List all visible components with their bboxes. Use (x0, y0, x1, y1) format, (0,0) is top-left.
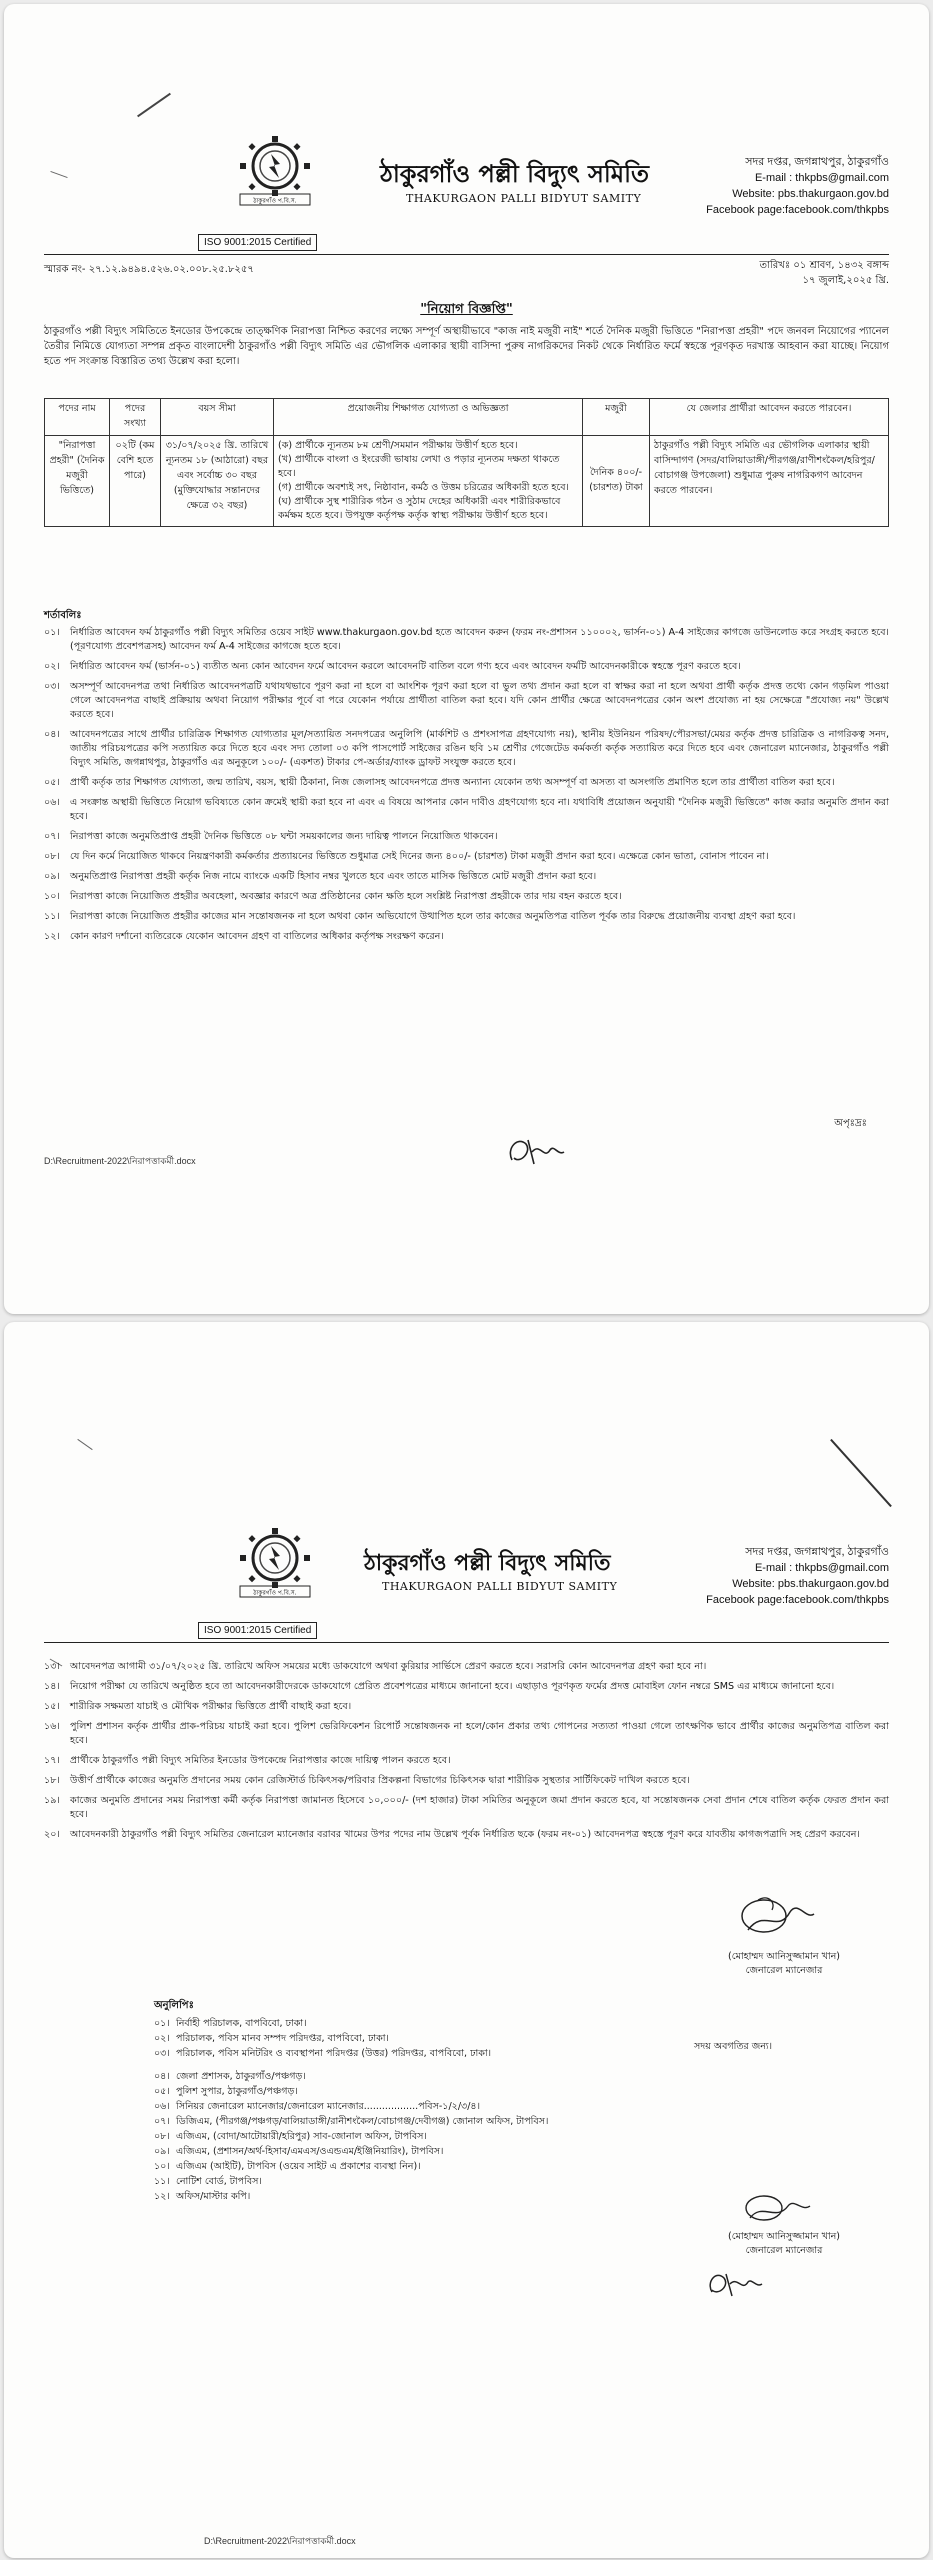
list-item (154, 2129, 714, 2144)
item-text: কোন কারণ দর্শানো ব্যতিরেকে যেকোন আবেদন গ্রহণ বা বাতিলের অধিকার কর্তৃপক্ষ সংরক্ষণ করেন। (70, 931, 444, 942)
list-item (44, 910, 889, 924)
item-number: ০৫। (154, 2086, 170, 2097)
org-name-bn: ঠাকুরগাঁও পল্লী বিদ্যুৎ সমিতি (364, 1550, 611, 1576)
item-text: পুলিশ সুপার, ঠাকুরগাঁও/পঞ্চগড়। (176, 2086, 298, 2097)
facebook: Facebook page:facebook.com/thkpbs (706, 1594, 889, 1606)
signature-initials (504, 1130, 570, 1172)
item-text: নির্বাহী পরিচালক, বাপবিবো, ঢাকা। (176, 2018, 307, 2029)
address: সদর দপ্তর, জগন্নাথপুর, ঠাকুরগাঁও (745, 1546, 889, 1558)
iso-badge: ISO 9001:2015 Certified (198, 1622, 317, 1639)
item-number: ১৭। (44, 1755, 60, 1766)
item-text: কাজের অনুমতি প্রদানের সময় নিরাপত্তা কর্মী কর্তৃক নিরাপত্তা জামানত হিসেবে ১০,০০০/- (দশ হাজার) টাকা সমিতির অনুকূলে জমা প্রদান করতে হবে, যা সন্তোষজনক সেবা প্রদান শেষে বাতিল কর্তৃক ফেরত প্রদান করা হবে। (70, 1795, 889, 1820)
item-number: ০৩। (44, 681, 60, 692)
item-text: নিয়োগ পরীক্ষা যে তারিখে অনুষ্ঠিত হবে তা আবেদনকারীদেরকে ডাকযোগে প্রেরিত প্রবেশপত্রের মাধ্যমে জানানো হবে। এছাড়াও পূরণকৃত ফর্মের প্রদত্ত মোবাইল ফোন নম্বরে SMS এর মাধ্যমে জানানো হবে। (70, 1681, 835, 1692)
item-text: পরিচালক, পবিস মনিটরিং ও ব্যবস্থাপনা পরিদপ্তর (উত্তর) পরিদপ্তর, বাপবিবো, ঢাকা। (176, 2048, 492, 2059)
signature (732, 2188, 812, 2228)
website: Website: pbs.thakurgaon.gov.bd (732, 188, 889, 200)
requirement-item: (গ) প্রার্থীকে অবশ্যই সৎ, নিষ্ঠাবান, কর্মঠ ও উত্তম চরিত্রের অধিকারী হতে হবে। (278, 482, 569, 493)
intro-paragraph: ঠাকুরগাঁও পল্লী বিদ্যুৎ সমিতিতে ইনডোর উপকেন্দ্রে তাত্ক্ষণিক নিরাপত্তা নিশ্চিত করণের লক্ষ্যে সম্পূর্ণ অস্থায়ীভাবে "কাজ নাই মজুরী নাই" শর্তে দৈনিক মজুরী ভিত্তিতে "নিরাপত্তা প্রহরী" পদে জনবল নিয়োগের প্যানেল তৈরীর নিমিত্তে যোগ্যতা সম্পন্ন প্রকৃত বাংলাদেশী ঠাকুরগাঁও পল্লী বিদ্যুৎ সমিতি এর ভৌগলিক এলাকার স্থায়ী বাসিন্দা পুরুষ নাগরিকদের নিকট থেকে নির্ধারিত ফর্মে স্বহস্তে পূরণকৃত দরখাস্ত আহবান করা যাচ্ছে। নিয়োগ হতে পদ সংক্রান্ত বিস্তারিত তথ্য উল্লেখ করা হলো। (44, 326, 889, 367)
list-item (44, 728, 889, 770)
list-item (44, 680, 889, 722)
item-number: ০৫। (44, 777, 60, 788)
date-bn: ০১ শ্রাবণ, ১৪৩২ বঙ্গাব্দ (793, 260, 889, 271)
list-item (44, 1680, 889, 1694)
list-item (154, 2159, 714, 2174)
requirement-item: (খ) প্রার্থীকে বাংলা ও ইংরেজী ভাষায় লেখা ও পড়ার ন্যূনতম দক্ষতা থাকতে হবে। (278, 454, 560, 479)
item-number: ০২। (44, 661, 60, 672)
item-text: পরিচালক, পবিস মানব সম্পদ পরিদপ্তর, বাপবিবো, ঢাকা। (176, 2033, 389, 2044)
iso-badge: ISO 9001:2015 Certified (198, 234, 317, 251)
item-text: ডিজিএম, (পীরগঞ্জ/পঞ্চগড়/বালিয়াডাঙ্গী/রানীশংকৈল/বোচাগঞ্জ/দেবীগঞ্জ) জোনাল অফিস, টাপবিস। (176, 2116, 549, 2127)
date-block (760, 258, 889, 288)
list-item (44, 776, 889, 790)
item-number: ০৬। (44, 797, 60, 808)
item-text: এজিএম, (প্রশাসন/অর্থ-হিসাব/এমএস/ওএন্ডএম/ইঞ্জিনিয়ারিং), টাপবিস। (176, 2146, 444, 2157)
pen-mark (50, 171, 67, 178)
signature (728, 1890, 818, 1946)
item-text: এজিএম, (বোদা/আটোয়ারী/হরিপুর) সাব-জোনাল অফিস, টাপবিস। (176, 2131, 427, 2142)
conditions-heading: শর্তাবলিঃ (44, 610, 82, 621)
facebook: Facebook page:facebook.com/thkpbs (706, 204, 889, 216)
item-number: ০৯। (44, 871, 60, 882)
item-text: প্রার্থী কর্তৃক তার শিক্ষাগত যোগ্যতা, জন্ম তারিখ, বয়স, স্থায়ী ঠিকানা, নিজ জেলাসহ আবেদনপত্রে প্রদত্ত অন্যান্য যেকোন তথ্য অসম্পূর্ণ বা অসত্য বা অসংগতি প্রমাণিত হলে তার প্রার্থীতা বাতিল করা হবে। (70, 777, 835, 788)
item-text: যে দিন কর্মে নিয়োজিত থাকবে নিয়ন্ত্রণকারী কর্মকর্তার প্রত্যায়নের ভিত্তিতে শুধুমাত্র সেই দিনের জন্য ৪০০/- (চারশত) টাকা মজুরী প্রদান করা হবে। এক্ষেত্রে কোন ভাতা, বোনাস পাবেন না। (70, 851, 769, 862)
signatory-name: (মোহাম্মদ আনিসুজ্জামান খান) (728, 1951, 840, 1962)
list-item (44, 830, 889, 844)
signatory-title: জেনারেল ম্যানেজার (745, 1965, 823, 1976)
notice-title: "নিয়োগ বিজ্ঞপ্তি" (420, 302, 513, 317)
list-item (44, 890, 889, 904)
header-rule (44, 254, 889, 255)
item-number: ১২। (154, 2191, 170, 2202)
cc-list (154, 2016, 714, 2204)
item-text: অফিস/মাস্টার কপি। (176, 2191, 251, 2202)
list-item (154, 2174, 714, 2189)
pbs-logo (226, 1522, 324, 1600)
item-number: ০১। (44, 627, 60, 638)
requirement-item: (ঘ) প্রার্থীকে সুস্থ শারীরিক গঠন ও সুঠাম দেহের অধিকারী এবং শারীরিকভাবে কর্মক্ষম হতে হবে। উপযুক্ত কর্তৃপক্ষ কর্তৃক স্বাস্থ্য পরীক্ষায় উত্তীর্ণ হতে হবে। (278, 496, 561, 521)
list-item (154, 2084, 714, 2099)
col-count: পদের সংখ্যা (110, 399, 161, 436)
item-text: নিরাপত্তা কাজে নিয়োজিত প্রহরীর অবহেলা, অবজ্ঞার কারণে অত্র প্রতিষ্ঠানের কোন ক্ষতি হলে সংশ্লিষ্ট নিরাপত্তা প্রহরীকে তার দায় বহন করতে হবে। (70, 891, 622, 902)
list-item (44, 1774, 889, 1788)
cell-age: ৩১/০৭/২০২৫ খ্রি. তারিখে ন্যূনতম ১৮ (আঠারো) বছর এবং সর্বোচ্চ ৩০ বছর (মুক্তিযোদ্ধার সন্তানদের ক্ষেত্রে ৩২ বছর) (161, 436, 274, 527)
item-text: জেলা প্রশাসক, ঠাকুরগাঁও/পঞ্চগড়। (176, 2071, 306, 2082)
item-number: ০৯। (154, 2146, 170, 2157)
item-number: ০৮। (44, 851, 60, 862)
email: E-mail : thkpbs@gmail.com (754, 172, 889, 184)
header-rule (44, 1642, 889, 1643)
requirement-item: (ক) প্রার্থীকে ন্যূনতম ৮ম শ্রেণী/সমমান পরীক্ষায় উত্তীর্ণ হতে হবে। (278, 440, 518, 451)
logo-text: ঠাকুরগাঁও প.বি.স. (253, 1589, 297, 1597)
item-number: ১৩। (44, 1661, 60, 1672)
item-text: নিরাপত্তা কাজে নিয়োজিত প্রহরীর কাজের মান সন্তোষজনক না হলে অথবা কোন অভিযোগে উত্থাপিত হলে তার কাজের অনুমতিপত্র বাতিল পূর্বক তার বিরুদ্ধে প্রয়োজনীয় ব্যবস্থা গ্রহণ করা হবে। (70, 911, 796, 922)
date-en: ১৭ জুলাই,২০২৫ খ্রি. (802, 275, 889, 286)
item-text: পুলিশ প্রশাসন কর্তৃক প্রার্থীর প্রাক-পরিচয় যাচাই করা হবে। পুলিশ ভেরিফিকেশন রিপোর্ট সন্তোষজনক না হলে/কোন প্রকার তথ্য গোপনের সত্যতা পাওয়া গেলে তাৎক্ষণিক ভাবে প্রার্থীর কাজের অনুমতিপত্র বাতিল করা হবে। (70, 1721, 889, 1746)
signatory-name: (মোহাম্মদ আনিসুজ্জামান খান) (728, 2231, 840, 2242)
website: Website: pbs.thakurgaon.gov.bd (732, 1578, 889, 1590)
item-number: ১০। (44, 891, 60, 902)
col-district: যে জেলার প্রার্থীরা আবেদন করতে পারবেন। (650, 399, 889, 436)
item-text: প্রার্থীকে ঠাকুরগাঁও পল্লী বিদ্যুৎ সমিতির ইনডোর উপকেন্দ্রে নিরাপত্তার কাজে দায়িত্ব পালন করতে হবে। (70, 1755, 451, 1766)
list-item (154, 2031, 714, 2046)
org-name-en: THAKURGAON PALLI BIDYUT SAMITY (382, 1580, 618, 1593)
contact-block (706, 154, 889, 218)
address: সদর দপ্তর, জগন্নাথপুর, ঠাকুরগাঁও (745, 156, 889, 168)
list-item (44, 1720, 889, 1748)
memo-number: স্মারক নং- ২৭.১২.৯৪৯৪.৫২৬.০২.০০৮.২৫.৮২৫৭ (44, 264, 254, 275)
notice-page-2 (4, 1322, 929, 2558)
logo-text: ঠাকুরগাঁও প.বি.স. (253, 197, 297, 205)
date-label: তারিখঃ (759, 260, 791, 271)
item-text: নির্ধারিত আবেদন ফর্ম (ভার্সন-০১) ব্যতীত অন্য কোন আবেদন ফর্মে আবেদন করলে আবেদনটি বাতিল বলে গণ্য হবে এবং আবেদন ফর্মটি আবেদনকারীকে স্বহস্তে পূরণ করতে হবে। (70, 661, 741, 672)
list-item (154, 2016, 714, 2031)
file-reference: D:\Recruitment-2022\নিরাপত্তাকর্মী.docx (44, 1156, 196, 1166)
table-row (45, 436, 889, 527)
item-text: নোটিশ বোর্ড, টাপবিস। (176, 2176, 262, 2187)
cell-requirements (274, 436, 583, 527)
item-number: ১৮। (44, 1775, 60, 1786)
vacancy-table (44, 398, 889, 527)
item-text: অনুমতিপ্রাপ্ত নিরাপত্তা প্রহরী কর্তৃক নিজ নামে ব্যাংকে একটি হিসাব নম্বর খুলতে হবে এবং তাতে মাসিক ভিত্তিতে মোট মজুরী প্রদান করা হবে। (70, 871, 597, 882)
cell-post: "নিরাপত্তা প্রহরী" (দৈনিক মজুরী ভিত্তিতে) (45, 436, 110, 527)
item-text: সিনিয়র জেনারেল ম্যানেজার/জেনারেল ম্যানেজার..................পবিস-১/২/৩/৪। (176, 2101, 480, 2112)
list-item (44, 660, 889, 674)
org-name-bn: ঠাকুরগাঁও পল্লী বিদ্যুৎ সমিতি (380, 159, 649, 188)
item-number: ০৭। (154, 2116, 170, 2127)
item-number: ০৩। (154, 2048, 170, 2059)
list-item (44, 930, 889, 944)
item-number: ১১। (44, 911, 60, 922)
item-text: আবেদনকারী ঠাকুরগাঁও পল্লী বিদ্যুৎ সমিতির জেনারেল ম্যানেজার বরাবর খামের উপর পদের নাম উল্লেখ পূর্বক নির্ধারিত ছকে (ফরম নং-০১) আবেদনপত্র স্বহস্তে পূরণ করে যাবতীয় কাগজপত্রাদি সহ প্রেরণ করবেন। (70, 1829, 860, 1840)
item-text: শারীরিক সক্ষমতা যাচাই ও মৌখিক পরীক্ষার ভিত্তিতে প্রার্থী বাছাই করা হবে। (70, 1701, 352, 1712)
cell-count: ০২টি (কম বেশি হতে পারে) (110, 436, 161, 527)
col-age: বয়স সীমা (161, 399, 274, 436)
list-item (44, 1754, 889, 1768)
list-item (44, 1828, 889, 1842)
pen-mark (77, 1439, 92, 1450)
list-item (154, 2099, 714, 2114)
item-number: ১৫। (44, 1701, 60, 1712)
item-number: ১৬। (44, 1721, 60, 1732)
item-number: ০৪। (154, 2071, 170, 2082)
item-text: এ সংক্রান্ত অস্থায়ী ভিত্তিতে নিয়োগ ভবিষ্যতে কোন ক্রমেই স্থায়ী করা হবে না এবং এ বিষয়ে আপনার কোন দাবীও গ্রহণযোগ্য হবে না। যথাবিধি প্রয়োজন অনুযায়ী "দৈনিক মজুরী ভিত্তিতে" কাজ করার অনুমতি প্রদান করা হবে। (70, 797, 889, 822)
item-number: ০১। (154, 2018, 170, 2029)
signature-initials (704, 2266, 764, 2302)
col-post: পদের নাম (45, 399, 110, 436)
list-item (44, 626, 889, 654)
signatory-block (684, 2230, 884, 2258)
item-number: ১০। (154, 2161, 170, 2172)
conditions-list (44, 1660, 889, 1848)
item-number: ০৬। (154, 2101, 170, 2112)
item-text: নিরাপত্তা কাজে অনুমতিপ্রাপ্ত প্রহরী দৈনিক ভিত্তিতে ০৮ ঘন্টা সময়কালের জন্য দায়িত্ব পালনে নিয়োজিত থাকবেন। (70, 831, 498, 842)
col-requirements: প্রয়োজনীয় শিক্ষাগত যোগ্যতা ও অভিজ্ঞতা (274, 399, 583, 436)
signatory-block (684, 1950, 884, 1978)
item-number: ২০। (44, 1829, 60, 1840)
list-item (44, 1660, 889, 1674)
item-number: ০৮। (154, 2131, 170, 2142)
list-item (154, 2114, 714, 2129)
item-number: ১৯। (44, 1795, 60, 1806)
item-number: ০২। (154, 2033, 170, 2044)
item-number: ০৪। (44, 729, 60, 740)
list-item (44, 870, 889, 884)
org-name-en: THAKURGAON PALLI BIDYUT SAMITY (406, 192, 642, 205)
list-item (44, 850, 889, 864)
item-number: ০৭। (44, 831, 60, 842)
col-wage: মজুরী (583, 399, 650, 436)
pen-mark (830, 1439, 892, 1507)
list-item (154, 2046, 714, 2061)
cc-note: সদয় অবগতির জন্য। (694, 2041, 773, 2052)
email: E-mail : thkpbs@gmail.com (754, 1562, 889, 1574)
pbs-logo (226, 130, 324, 208)
item-text: অসম্পূর্ণ আবেদনপত্র তথা নির্ধারিত আবেদনপত্রটি যথাযথভাবে পূরণ করা না হলে বা আংশিক পূরণ করা হলে বা ভুল তথ্য প্রদান করা হলে বা স্বাক্ষর করা না হলে অথবা প্রার্থী কর্তৃক প্রদত্ত তথ্যে কোন গড়মিল পাওয়া গেলে আবেদনপত্র বাছাই প্রক্রিয়ায় অথবা নিয়োগ পরীক্ষার পূর্বে বা পরে যেকোন পর্যায়ে প্রার্থীতা বাতিল করা হবে। যদি কোন প্রার্থীর ক্ষেত্রে আবেদনপত্রের কোন অংশ প্রযোজ্য না হয় সেক্ষেত্রে "প্রযোজ্য নয়" উল্লেখ করতে হবে। (70, 681, 889, 720)
item-text: এজিএম (আইটি), টাপবিস (ওয়েব সাইট এ প্রকাশের ব্যবস্থা নিন)। (176, 2161, 421, 2172)
cc-heading: অনুলিপিঃ (154, 2000, 194, 2011)
list-item (44, 1700, 889, 1714)
list-item (44, 796, 889, 824)
contact-block (706, 1544, 889, 1608)
conditions-list (44, 626, 889, 950)
file-reference: D:\Recruitment-2022\নিরাপত্তাকর্মী.docx (204, 2536, 356, 2546)
item-number: ১৪। (44, 1681, 60, 1692)
pto-note: অপৃঃদ্রঃ (834, 1118, 867, 1129)
list-item (154, 2069, 714, 2084)
item-text: আবেদনপত্র আগামী ৩১/০৭/২০২৫ খ্রি. তারিখে অফিস সময়ের মধ্যে ডাকযোগে অথবা কুরিয়ার সার্ভিসে প্রেরণ করতে হবে। সরাসরি কোন আবেদনপত্র গ্রহণ করা হবে না। (70, 1661, 707, 1672)
cell-district: ঠাকুরগাঁও পল্লী বিদ্যুৎ সমিতি এর ভৌগলিক এলাকার স্থায়ী বাসিন্দাগণ (সদর/বালিয়াডাঙ্গী/পীরগঞ্জ/রাণীশংকৈল/হরিপুর/বোচাগঞ্জ উপজেলা) শুধুমাত্র পুরুষ নাগরিকগণ আবেদন করতে পারবেন। (650, 436, 889, 527)
list-item (154, 2144, 714, 2159)
list-item (154, 2189, 714, 2204)
cell-wage: দৈনিক ৪০০/- (চারশত) টাকা (583, 436, 650, 527)
item-number: ১১। (154, 2176, 170, 2187)
notice-page-1 (4, 4, 929, 1314)
item-text: আবেদনপত্রের সাথে প্রার্থীর চারিত্রিক শিক্ষাগত যোগ্যতার মূল/সত্যায়িত সনদপত্রের অনুলিপি (মার্কশিট ও প্রশংসাপত্র গ্রহণযোগ্য নয়), স্থানীয় ইউনিয়ন পরিষদ/পৌরসভা/মেয়র কর্তৃক প্রদত্ত চারিত্রিক ও নাগরিকত্ব সনদ, জাতীয় পরিচয়পত্রের কপি সত্যায়িত করে দিতে হবে এবং সদ্য তোলা ০৩ কপি পাসপোর্ট সাইজের রঙিন ছবি ১ম শ্রেণীর গেজেটেড কর্মকর্তা কর্তৃক সত্যায়িত করে দিতে হবে এবং জেনারেল ম্যানেজার, ঠাকুরগাঁও পল্লী বিদ্যুৎ সমিতি, জগন্নাথপুর, ঠাকুরগাঁও এর অনুকূলে ১০০/- (একশত) টাকার পে-অর্ডার/ব্যাংক ড্রাফট সংযুক্ত করতে হবে। (70, 729, 889, 768)
list-item (44, 1794, 889, 1822)
pen-mark (137, 93, 171, 118)
item-number: ১২। (44, 931, 60, 942)
item-text: উত্তীর্ণ প্রার্থীকে কাজের অনুমতি প্রদানের সময় কোন রেজিস্টার্ড চিকিৎসক/পরিবার প্রিকল্পনা বিভাগের চিকিৎসক দ্বারা শারীরিক সুস্থতার সার্টিফিকেট দাখিল করতে হবে। (70, 1775, 690, 1786)
signatory-title: জেনারেল ম্যানেজার (745, 2245, 823, 2256)
item-text: নির্ধারিত আবেদন ফর্ম ঠাকুরগাঁও পল্লী বিদ্যুৎ সমিতির ওয়েব সাইট www.thakurgaon.gov.bd হতে আবেদন করুন (ফরম নং-প্রশাসন ১১০০০২, ভার্সন-০১) A-4 সাইজের কাগজে ডাউনলোড করে সংগ্রহ করতে হবে। (পূরণযোগ্য প্রবেশপত্রসহ) আবেদন ফর্ম A-4 সাইজের কাগজে হতে হবে। (70, 627, 889, 652)
